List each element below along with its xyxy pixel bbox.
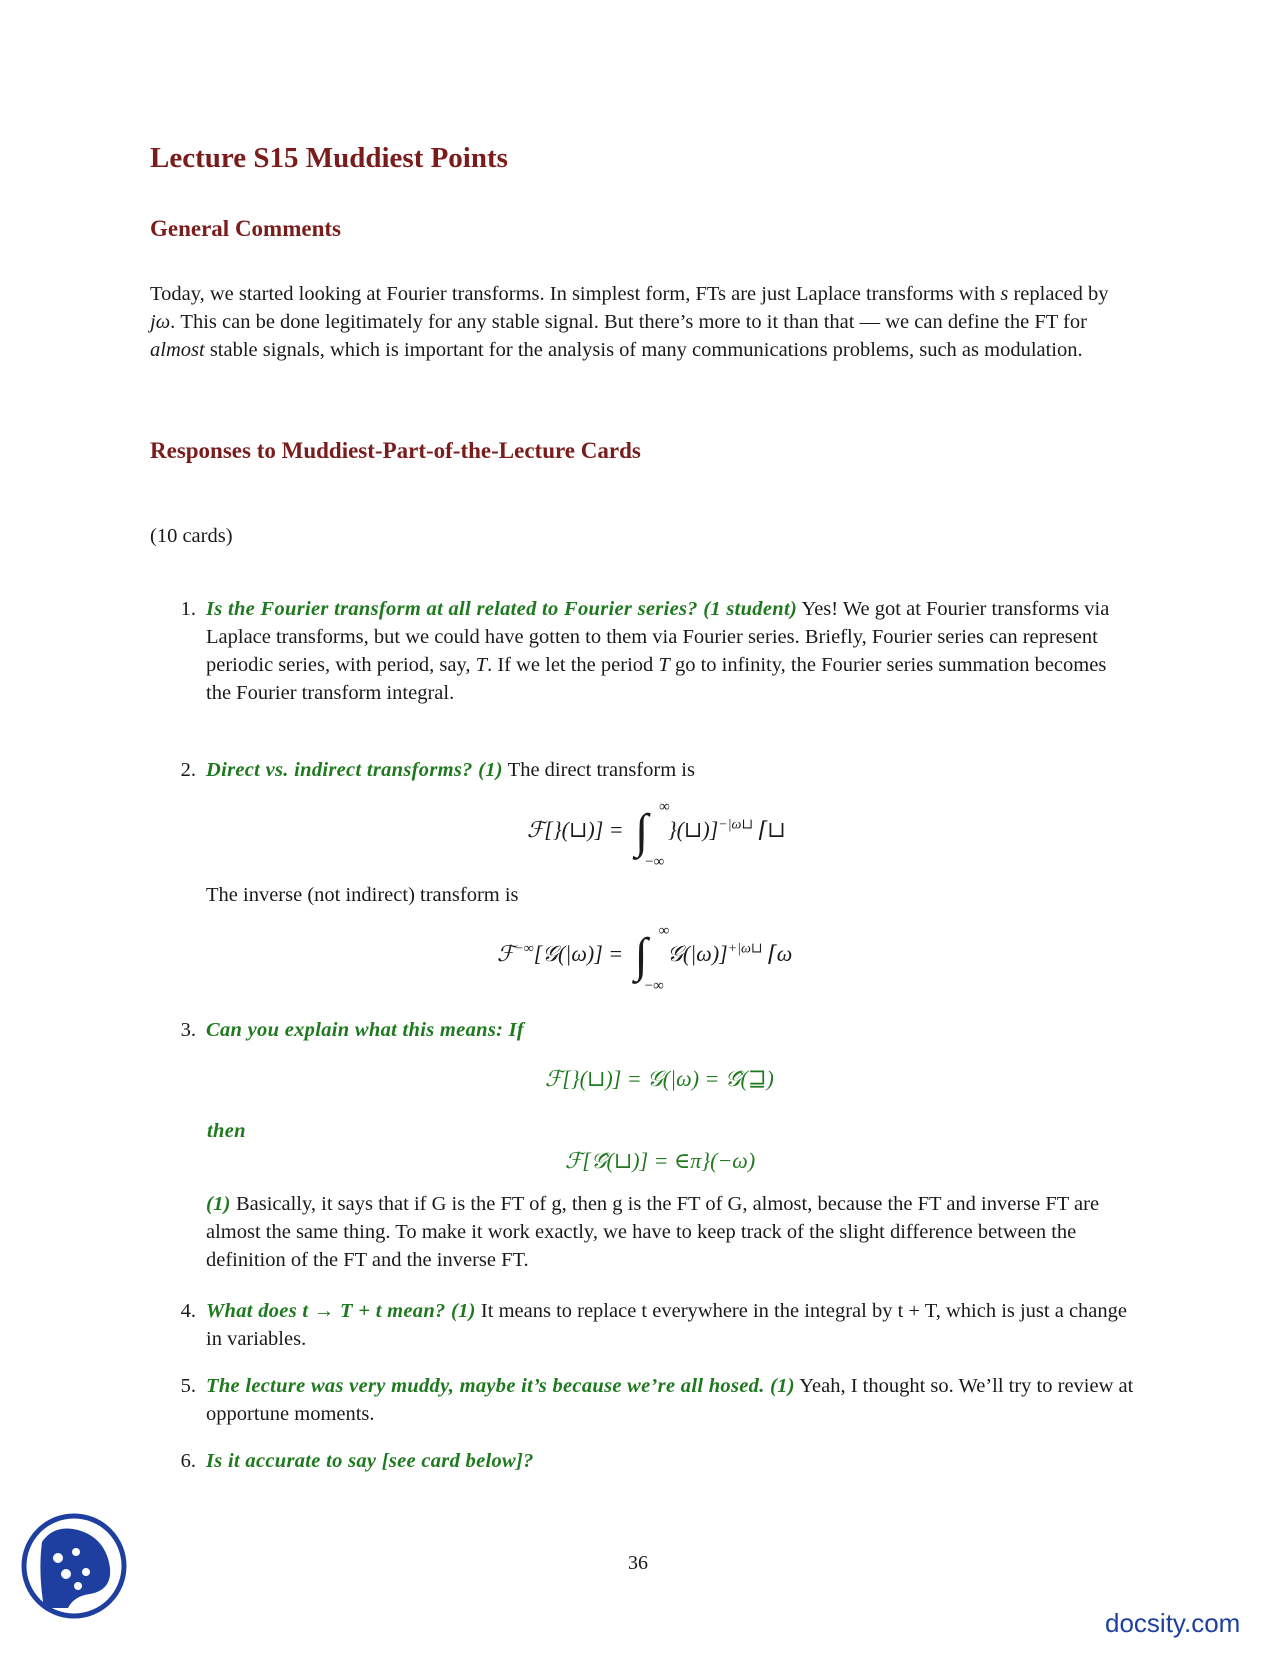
inverse-transform-equation: ℱ−∞[𝒢(|ω)] = ∫ ∞ −∞ 𝒢(|ω)]$^{+|\omega⊔}$ ⌈ω xyxy=(497,923,793,994)
direct-transform-equation: ℱ[}(⊔)] = ∫ ∞ −∞ }(⊔)]$^{-|\omega⊔}$ ⌈⊔ xyxy=(527,799,786,870)
card-count: (10 cards) xyxy=(150,525,233,547)
question: Can you explain what this means: If xyxy=(206,1019,525,1041)
question: Direct vs. indirect transforms? (1) xyxy=(206,759,503,781)
list-item: 3. Can you explain what this means: If xyxy=(180,1019,525,1041)
general-comments-heading: General Comments xyxy=(150,216,341,241)
question: The lecture was very muddy, maybe it’s because we’re all hosed. (1) xyxy=(206,1375,795,1397)
page-number: 36 xyxy=(628,1552,648,1574)
question: What does t → T + t mean? (1) xyxy=(206,1300,476,1322)
question: Is the Fourier transform at all related to Fourier series? (1 student) xyxy=(206,598,798,620)
page-title: Lecture S15 Muddiest Points xyxy=(150,142,508,174)
list-item: 4. What does t → T + t mean? (1) It means to replace t everywhere in the integral by t + T, which is just a change in variables. xyxy=(180,1300,1128,1350)
list-item: 1. Is the Fourier transform at all related to Fourier series? (1 student) Yes! We got at Fourier transforms via Laplace transforms, but we could have gotten to them via Fourier series. Briefly, Fourier series can represent periodic series, with period, say, T. If we let the period T go to infinity, the Fourier series summation becomes the Fourier transform integral. xyxy=(180,598,1110,704)
list-item: 2. Direct vs. indirect transforms? (1) The direct transform is xyxy=(180,759,695,781)
general-comments-paragraph: Today, we started looking at Fourier transforms. In simplest form, FTs are just Laplace transforms with s replaced by jω. This can be done legitimately for any stable signal. But there’s more to it than that — we can define the FT for almost stable signals, which is important for the analysis of many communications problems, such as modulation. xyxy=(150,283,1109,361)
list-item: 5. The lecture was very muddy, maybe it’s because we’re all hosed. (1) Yeah, I thought so. We’ll try to review at opportune moments. xyxy=(180,1375,1134,1425)
then-label: then xyxy=(207,1120,246,1142)
docsity-logo-icon[interactable] xyxy=(20,1512,128,1620)
list-item: 6. Is it accurate to say [see card below]? xyxy=(180,1450,534,1472)
inverse-transform-text: The inverse (not indirect) transform is xyxy=(206,884,519,906)
responses-heading: Responses to Muddiest-Part-of-the-Lecture Cards xyxy=(150,438,641,463)
duality-answer: (1) Basically, it says that if G is the FT of g, then g is the FT of G, almost, because the FT and inverse FT are almost the same thing. To make it work exactly, we have to keep track of the slight difference between the definition of the FT and the inverse FT. xyxy=(206,1193,1100,1271)
question: Is it accurate to say [see card below]? xyxy=(206,1450,534,1472)
docsity-brand-link[interactable]: docsity.com xyxy=(1105,1608,1241,1638)
fourier-duality-equation: ℱ[}(⊔)] = 𝒢(|ω) = 𝒢̂(⊒) xyxy=(545,1066,774,1091)
fourier-duality-result: ℱ[𝒢̂(⊔)] = ∈π}(−ω) xyxy=(565,1148,756,1173)
